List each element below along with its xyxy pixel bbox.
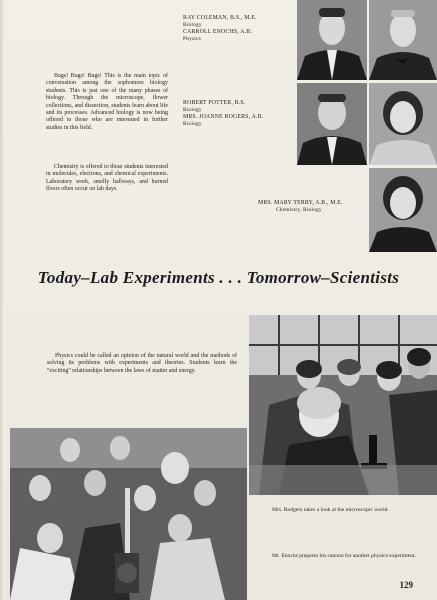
page-binding-edge — [0, 0, 4, 600]
portrait-ray-coleman — [297, 0, 367, 80]
faculty-name-rogers: MRS. JOANNE ROGERS, A.B. Biology — [183, 114, 264, 127]
portrait-carroll-enochs — [369, 0, 437, 80]
portrait-mary-terry — [369, 168, 437, 252]
biology-paragraph: Bugs! Bugs! Bugs! This is the main topic of conversation among the sophomore biology students. This is just one of the many phases of biology. Through the microscope, flower collections, and dissection, students learn about life and its processes. Advanced biology is now being offered to those who are interested in further studies in this field. — [46, 73, 168, 131]
physics-paragraph: Physics could be called an opinion of the natural world and the methods of solving its problems with experiments and theories. Students learn the "exciting" relationships between the laws of matter and energy. — [47, 353, 237, 374]
faculty-name-coleman: RAY COLEMAN, B.S., M.E. Biology — [183, 15, 257, 28]
chemistry-paragraph: Chemistry is offered to those students interested in molecules, electrons, and chemical experiments. Laboratory work, smelly hallways, and burned floors often occur on lab days. — [46, 164, 168, 193]
caption-enochs: Mr. Enochs prepares his cannon for another physics experiment. — [272, 553, 416, 559]
faculty-name-potter: ROBERT POTTER, B.S. Biology — [183, 100, 246, 113]
faculty-name-terry: MRS. MARY TERRY, A.B., M.E. Chemistry, Biology — [258, 200, 343, 213]
portrait-joanne-rogers — [369, 83, 437, 165]
lab-microscope-photo — [249, 315, 437, 495]
page-headline: Today–Lab Experiments . . . Tomorrow–Scientists — [37, 268, 400, 287]
page-number: 129 — [399, 580, 413, 590]
portrait-robert-potter — [297, 83, 367, 165]
physics-students-photo — [10, 428, 247, 600]
caption-rogers: Mrs. Rodgers takes a look at the microscopic world. — [272, 507, 389, 513]
faculty-name-enochs: CARROLL ENOCHS, A.B. Physics — [183, 29, 253, 42]
